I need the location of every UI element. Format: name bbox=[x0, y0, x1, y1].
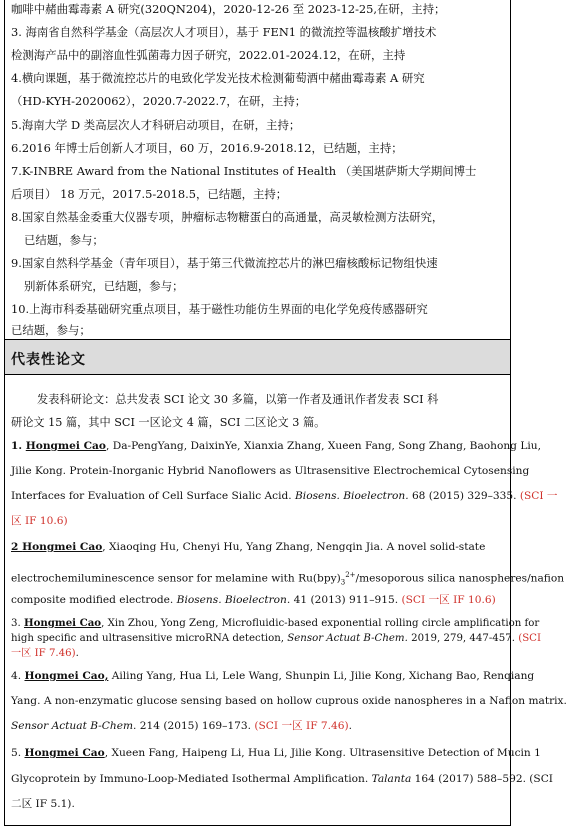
paper-text: composite modified electrode. bbox=[11, 594, 177, 606]
paper-number: 4. bbox=[11, 670, 25, 682]
paper-text: Glycoprotein by Immuno-Loop-Mediated Isothermal Amplification. bbox=[11, 773, 372, 785]
paper-1-line-3 bbox=[11, 490, 558, 503]
grant-line: 7.K-INBRE Award from the National Institutes of Health （美国堪萨斯大学期间博士 bbox=[11, 164, 477, 178]
grant-line: 4.横向课题，基于微流控芯片的电致化学发光技术检测葡萄酒中赭曲霉毒素 A 研究 bbox=[11, 71, 425, 85]
grant-line: 5.海南大学 D 类高层次人才科研启动项目，在研，主持； bbox=[11, 118, 301, 132]
document-page bbox=[4, 0, 567, 826]
paper-text: . bbox=[348, 720, 353, 732]
paper-text: , Xin Zhou, Yong Zeng, Microfluidic-based exponential rolling circle amplification for bbox=[101, 618, 540, 629]
paper-text: 41 (2013) 911–915. bbox=[290, 594, 402, 606]
author-name: Hongmei Cao bbox=[24, 747, 105, 759]
paper-number: 5. bbox=[11, 747, 25, 759]
impact-factor: (SCI 一 bbox=[519, 490, 558, 502]
impact-factor: (SCI 一区 IF 7.46) bbox=[254, 720, 349, 732]
grant-line: 咖啡中赭曲霉毒素 A 研究(320QN204)，2020-12-26 至 2023-12-25,在研，主持； bbox=[11, 2, 446, 16]
section-title: 代表性论文 bbox=[11, 352, 86, 368]
grant-line: 已结题，参与； bbox=[11, 323, 91, 337]
grant-line: 已结题，参与； bbox=[24, 233, 104, 247]
impact-factor: 一区 IF 7.46) bbox=[11, 648, 76, 659]
journal-name: Biosens. Bioelectron. bbox=[176, 594, 291, 606]
paper-2-line-1 bbox=[11, 541, 485, 554]
paper-text: electrochemiluminescence sensor for melamine with Ru(bpy) bbox=[11, 572, 341, 585]
paper-number: 2 bbox=[11, 541, 23, 553]
subscript: 3 bbox=[340, 578, 346, 587]
paper-number: 1. bbox=[11, 440, 26, 452]
author-name: Hongmei Cao bbox=[23, 617, 102, 629]
paper-1-line-1 bbox=[11, 440, 541, 453]
paper-text: Ailing Yang, Hua Li, Lele Wang, Shunpin Li, Jilie Kong, Xichang Bao, Renqiang bbox=[108, 670, 535, 682]
paper-text: 68 (2015) 329–335. bbox=[408, 490, 520, 502]
grant-line: （HD-KYH-2020062），2020.7-2022.7，在研，主持； bbox=[11, 94, 307, 108]
impact-factor: 区 IF 10.6) bbox=[11, 515, 68, 527]
paper-number: 3. bbox=[11, 618, 24, 629]
paper-1-line-2: Jilie Kong. Protein-Inorganic Hybrid Nanoflowers as Ultrasensitive Electrochemical Cytosensing bbox=[11, 465, 530, 477]
author-name: Hongmei Cao bbox=[22, 541, 103, 553]
paper-4-line-1 bbox=[11, 670, 534, 683]
grant-line: 10.上海市科委基础研究重点项目，基于磁性功能仿生界面的电化学免疫传感器研究 bbox=[11, 302, 428, 316]
paper-text: 2019, 279, 447-457. bbox=[407, 633, 519, 644]
paper-text: 164 (2017) 588–592. (SCI bbox=[411, 773, 553, 785]
paper-4-line-3 bbox=[11, 720, 352, 733]
impact-factor: (SCI 一区 IF 10.6) bbox=[401, 594, 496, 606]
paper-text: . bbox=[75, 648, 79, 659]
paper-2-line-3 bbox=[11, 594, 496, 607]
paper-5-line-2 bbox=[11, 773, 553, 786]
grant-line: 6.2016 年博士后创新人才项目，60 万，2016.9-2018.12，已结题，主持； bbox=[11, 141, 403, 155]
summary-line: 研论文 15 篇，其中 SCI 一区论文 4 篇，SCI 二区论文 3 篇。 bbox=[11, 416, 326, 429]
paper-5-line-1 bbox=[11, 747, 541, 760]
paper-3-line-3 bbox=[11, 647, 79, 660]
author-name: Hongmei Cao, bbox=[24, 670, 109, 682]
impact-factor: (SCI bbox=[518, 633, 541, 644]
paper-text: high specific and ultrasensitive microRNA detection, bbox=[11, 633, 288, 644]
journal-name: Sensor Actuat B-Chem. bbox=[11, 720, 137, 732]
superscript: 2+ bbox=[345, 571, 356, 579]
journal-name: Talanta bbox=[371, 773, 412, 785]
paper-text: /mesoporous silica nanospheres/nafion bbox=[355, 572, 565, 585]
grant-line: 后项目） 18 万元，2017.5-2018.5，已结题，主持； bbox=[11, 187, 288, 201]
paper-text: , Da-PengYang, DaixinYe, Xianxia Zhang, Xueen Fang, Song Zhang, Baohong Liu, bbox=[105, 440, 541, 452]
paper-3-line-1 bbox=[11, 617, 539, 630]
paper-3-line-2 bbox=[11, 632, 541, 645]
paper-text: Interfaces for Evaluation of Cell Surface Sialic Acid. bbox=[11, 490, 296, 502]
grant-line: 别新体系研究，已结题，参与； bbox=[24, 279, 184, 293]
paper-text: 214 (2015) 169–173. bbox=[136, 720, 255, 732]
summary-line: 发表科研论文：总共发表 SCI 论文 30 多篇，以第一作者及通讯作者发表 SCI 科 bbox=[37, 393, 439, 406]
grant-line: 8.国家自然基金委重大仪器专项，肿瘤标志物糖蛋白的高通量，高灵敏检测方法研究， bbox=[11, 210, 444, 224]
section-header bbox=[5, 339, 510, 375]
paper-5-line-3: 二区 IF 5.1). bbox=[11, 798, 75, 810]
journal-name: Biosens. Bioelectron. bbox=[295, 490, 409, 502]
grant-line: 9.国家自然科学基金（青年项目），基于第三代微流控芯片的淋巴瘤核酸标记物组快速 bbox=[11, 256, 438, 270]
grant-list bbox=[5, 0, 510, 339]
journal-name: Sensor Actuat B-Chem. bbox=[287, 633, 408, 644]
paper-text: , Xiaoqing Hu, Chenyi Hu, Yang Zhang, Nengqin Jia. A novel solid-state bbox=[102, 541, 486, 553]
paper-4-line-2: Yang. A non-enzymatic glucose sensing based on hollow cuprous oxide nanospheres in a Nafion matrix. bbox=[11, 695, 567, 707]
author-name: Hongmei Cao bbox=[25, 440, 106, 452]
grant-line: 检测海产品中的副溶血性弧菌毒力因子研究，2022.01-2024.12，在研，主持 bbox=[11, 48, 406, 62]
grant-line: 3. 海南省自然科学基金（高层次人才项目），基于 FEN1 的微流控等温核酸扩增技术 bbox=[11, 25, 437, 39]
paper-2-line-2 bbox=[11, 569, 564, 590]
paper-text: , Xueen Fang, Haipeng Li, Hua Li, Jilie Kong. Ultrasensitive Detection of Mucin 1 bbox=[104, 747, 541, 759]
